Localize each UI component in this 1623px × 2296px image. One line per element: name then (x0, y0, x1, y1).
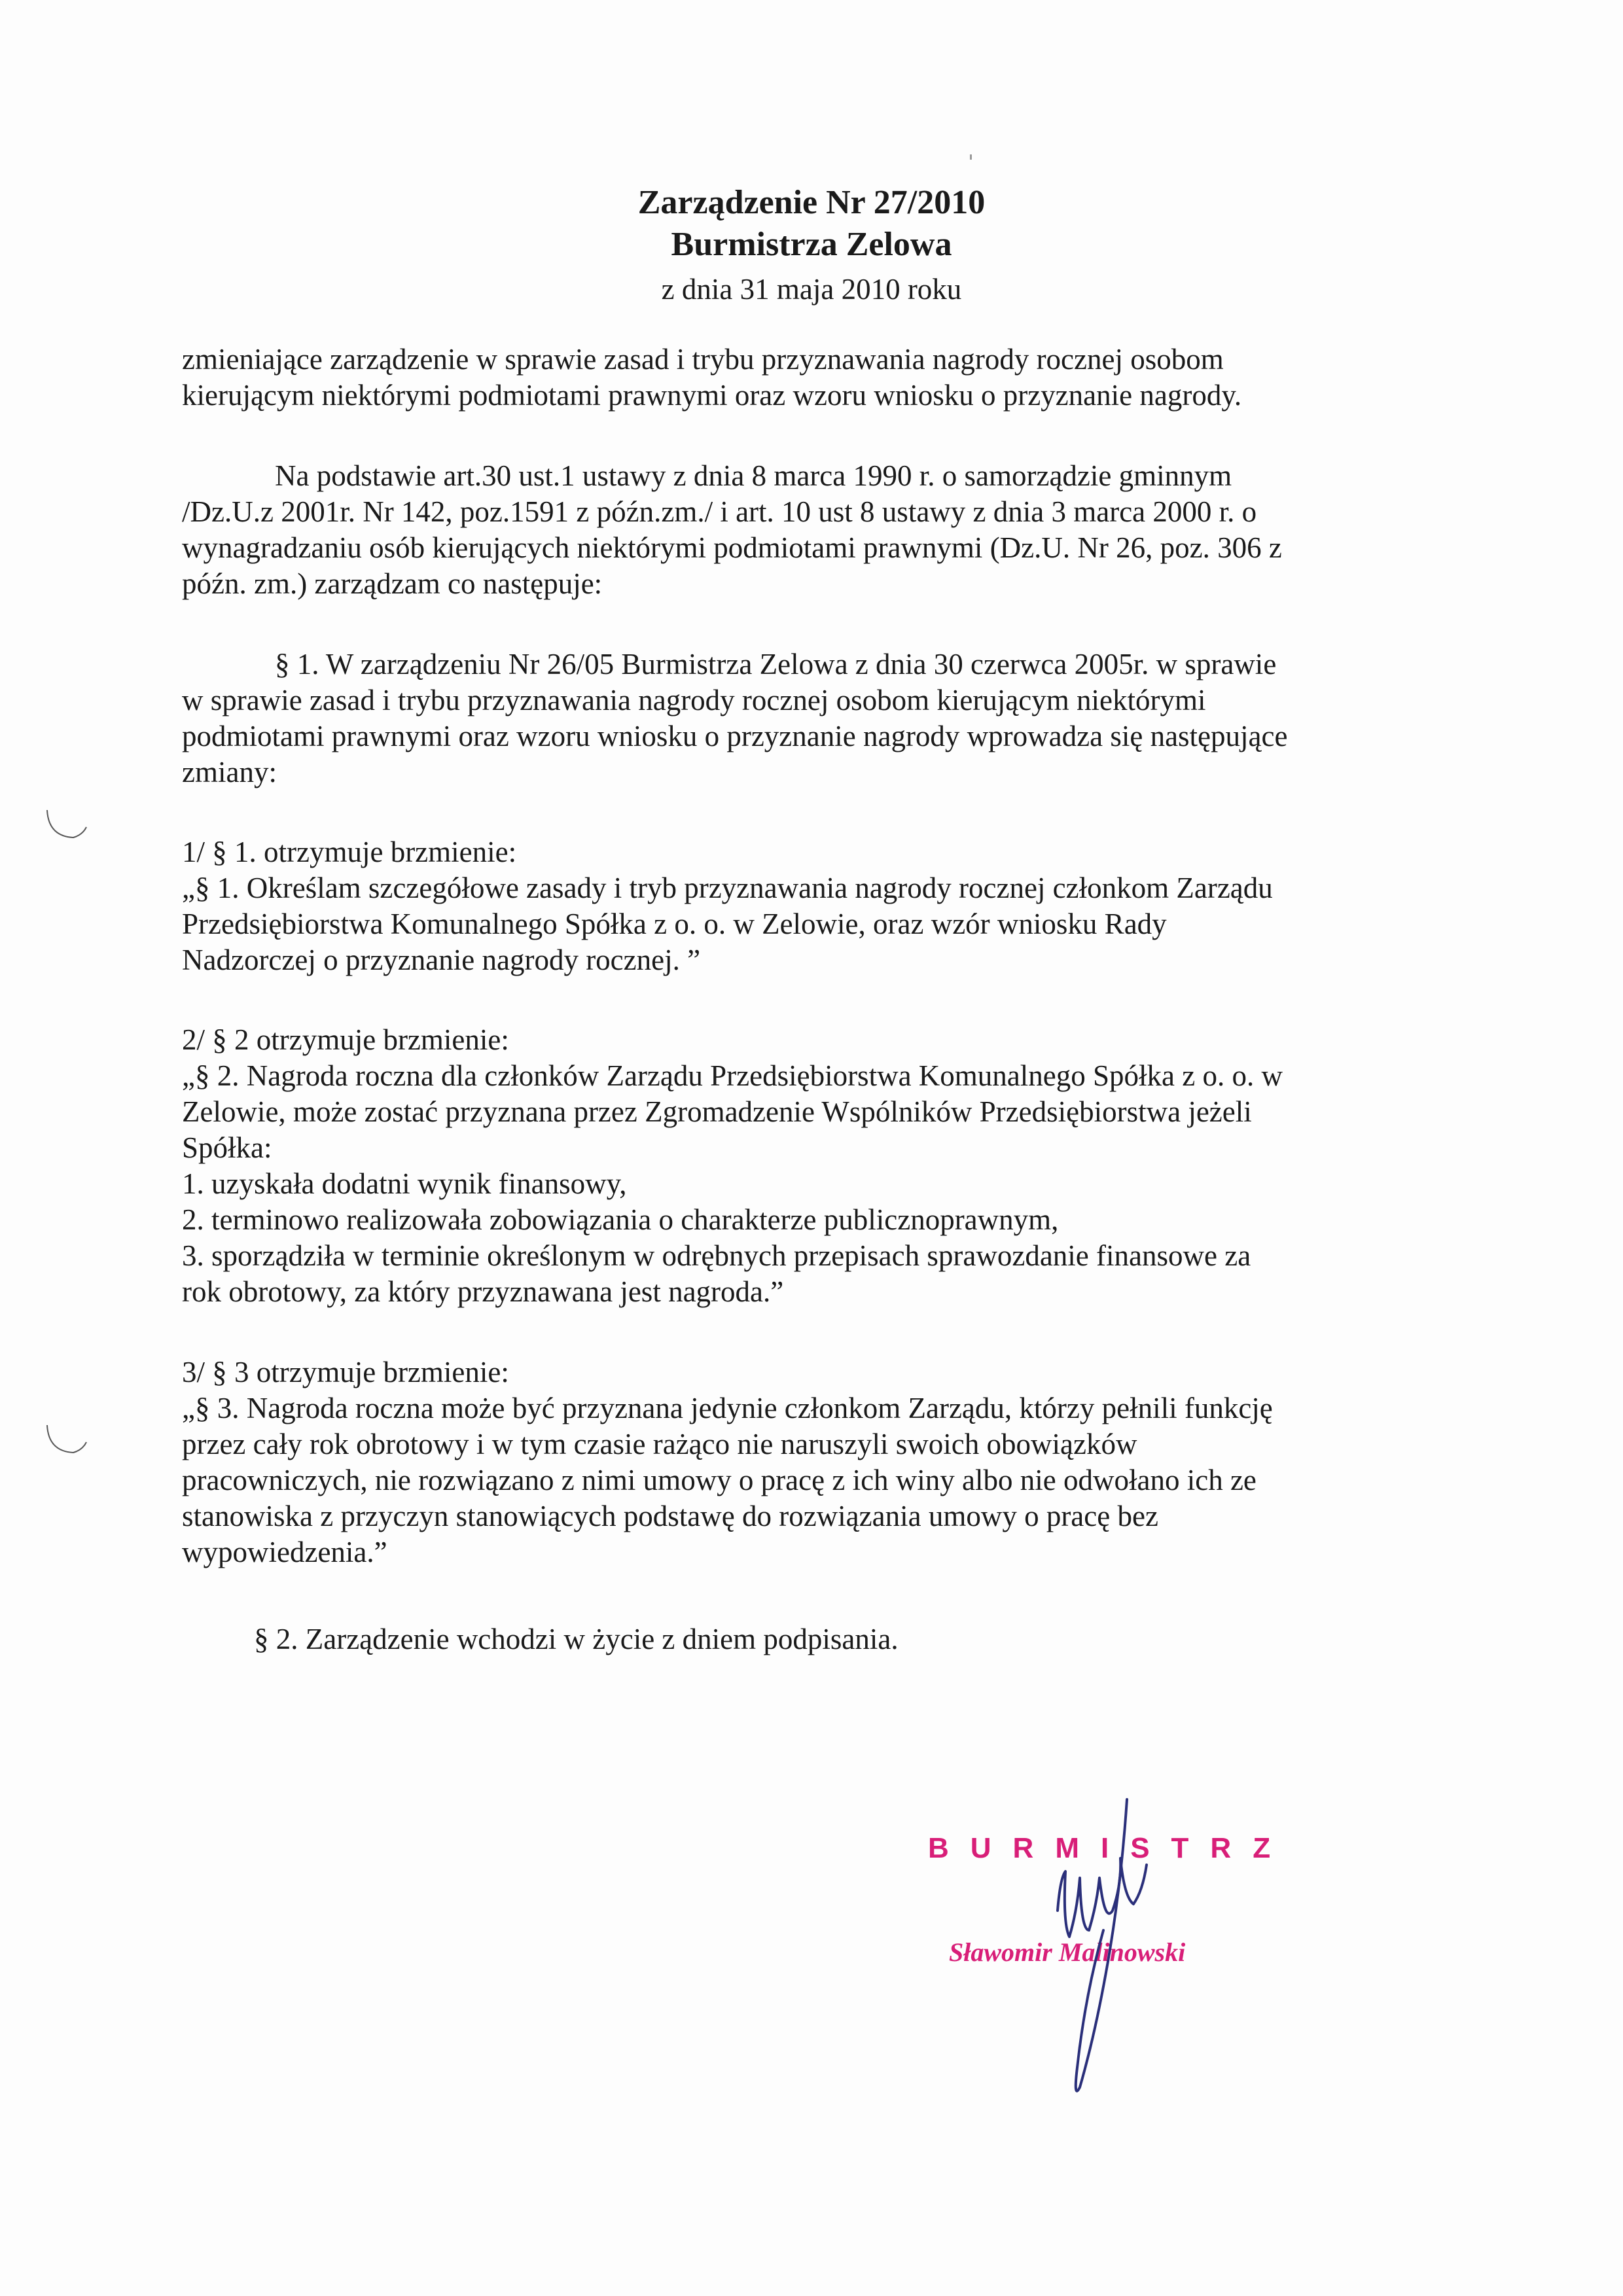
change-1-line: 1/ § 1. otrzymuje brzmienie: (182, 836, 517, 868)
section-1-line: w sprawie zasad i trybu przyznawania nagrody rocznej osobom kierującym niektórymi (182, 684, 1206, 716)
change-3-line: 3/ § 3 otrzymuje brzmienie: (182, 1356, 509, 1388)
change-2-line: 2. terminowo realizowała zobowiązania o charakterze publicznoprawnym, (182, 1203, 1059, 1236)
section-1-line: § 1. W zarządzeniu Nr 26/05 Burmistrza Zelowa z dnia 30 czerwca 2005r. w sprawie (275, 648, 1277, 680)
subject-paragraph (182, 342, 1241, 414)
legal-basis-line: późn. zm.) zarządzam co następuje: (182, 567, 603, 600)
change-3-paragraph (182, 1354, 1273, 1570)
stamp-name: Sławomir Malinowski (949, 1937, 1186, 1967)
change-3-line: „§ 3. Nagroda roczna może być przyznana jedynie członkom Zarządu, którzy pełnili funkcję (182, 1392, 1273, 1424)
stamp-title: BURMISTRZ (928, 1832, 1293, 1864)
subject-line: zmieniające zarządzenie w sprawie zasad i trybu przyznawania nagrody rocznej osobom (182, 343, 1224, 376)
change-1-line: Nadzorczej o przyznanie nagrody rocznej. ” (182, 944, 701, 976)
change-1-paragraph (182, 834, 1273, 978)
scan-mark (970, 154, 972, 160)
section-2-paragraph (254, 1621, 899, 1657)
punch-hole-icon (39, 797, 92, 849)
section-2-line: § 2. Zarządzenie wchodzi w życie z dniem podpisania. (254, 1623, 899, 1655)
change-1-line: „§ 1. Określam szczegółowe zasady i tryb przyznawania nagrody rocznej członkom Zarządu (182, 872, 1273, 904)
change-2-paragraph (182, 1022, 1283, 1310)
change-2-line: 1. uzyskała dodatni wynik finansowy, (182, 1167, 627, 1200)
change-2-line: „§ 2. Nagroda roczna dla członków Zarządu Przedsiębiorstwa Komunalnego Spółka z o. o. w (182, 1059, 1283, 1092)
section-1-paragraph (182, 646, 1287, 790)
subject-line: kierującym niektórymi podmiotami prawnymi oraz wzoru wniosku o przyznanie nagrody. (182, 379, 1242, 412)
change-2-line: Spółka: (182, 1131, 272, 1164)
section-1-line: podmiotami prawnymi oraz wzoru wniosku o przyznanie nagrody wprowadza się następujące (182, 720, 1288, 752)
legal-basis-line: Na podstawie art.30 ust.1 ustawy z dnia 8 marca 1990 r. o samorządzie gminnym (275, 459, 1232, 492)
change-2-line: rok obrotowy, za który przyznawana jest nagroda.” (182, 1275, 784, 1308)
change-3-line: pracowniczych, nie rozwiązano z nimi umowy o pracę z ich winy albo nie odwołano ich ze (182, 1464, 1257, 1496)
legal-basis-paragraph (182, 458, 1282, 602)
change-1-line: Przedsiębiorstwa Komunalnego Spółka z o. o. w Zelowie, oraz wzór wniosku Rady (182, 908, 1167, 940)
handwritten-signature (982, 1780, 1178, 2107)
change-2-line: 2/ § 2 otrzymuje brzmienie: (182, 1023, 509, 1056)
document-title: Zarządzenie Nr 27/2010 (637, 184, 986, 221)
change-3-line: przez cały rok obrotowy i w tym czasie rażąco nie naruszyli swoich obowiązków (182, 1428, 1137, 1460)
change-2-line: 3. sporządziła w terminie określonym w odrębnych przepisach sprawozdanie finansowe za (182, 1239, 1251, 1272)
section-1-line: zmiany: (182, 756, 277, 788)
legal-basis-line: /Dz.U.z 2001r. Nr 142, poz.1591 z późn.zm./ i art. 10 ust 8 ustawy z dnia 3 marca 2000 r. o (182, 495, 1257, 528)
change-3-line: stanowiska z przyczyn stanowiących podstawę do rozwiązania umowy o pracę bez (182, 1500, 1158, 1532)
legal-basis-line: wynagradzaniu osób kierujących niektórymi podmiotami prawnymi (Dz.U. Nr 26, poz. 306 z (182, 531, 1282, 564)
punch-hole-icon (39, 1412, 92, 1464)
change-2-line: Zelowie, może zostać przyznana przez Zgromadzenie Wspólników Przedsiębiorstwa jeżeli (182, 1095, 1252, 1128)
change-3-line: wypowiedzenia.” (182, 1536, 387, 1568)
document-date: z dnia 31 maja 2010 roku (661, 273, 962, 306)
document-subtitle: Burmistrza Zelowa (671, 226, 952, 263)
